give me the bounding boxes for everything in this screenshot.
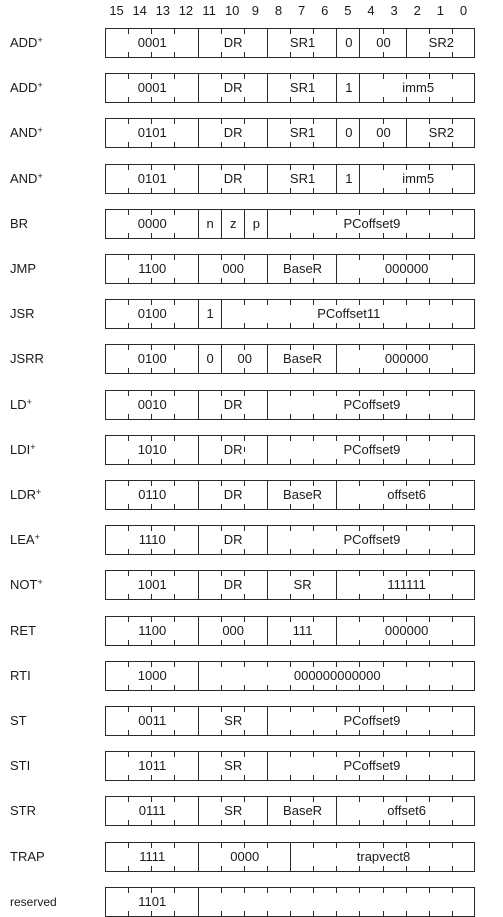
field-111111: 111111 <box>387 577 426 593</box>
field-1: 1 <box>345 80 353 96</box>
bit-number: 3 <box>390 3 398 18</box>
field-1110: 1110 <box>138 532 166 548</box>
instruction-row <box>105 616 475 646</box>
field-dr: DR <box>223 396 243 412</box>
field-baser: BaseR <box>283 351 323 367</box>
instruction-name: ADD <box>10 80 38 96</box>
field-000000000000: 000000000000 <box>293 667 381 683</box>
instruction-label <box>10 849 45 865</box>
field-111: 111 <box>292 622 313 638</box>
instruction-marker: + <box>37 125 43 136</box>
bit-number: 8 <box>274 3 283 18</box>
bit-number: 13 <box>155 3 171 18</box>
instruction-name: STR <box>10 803 36 819</box>
field-0101: 0101 <box>137 125 167 141</box>
field-dr: DR <box>223 532 243 548</box>
instruction-label <box>10 397 32 413</box>
field-offset6: offset6 <box>387 803 427 819</box>
instruction-label <box>10 80 43 96</box>
instruction-name: ST <box>10 713 27 728</box>
field-0100: 0100 <box>137 351 167 367</box>
field-n: n <box>206 215 214 231</box>
instruction-label <box>10 351 44 367</box>
instruction-label <box>10 216 28 232</box>
instruction-name: LEA <box>10 532 35 548</box>
instruction-row <box>105 887 475 917</box>
field-sr2: SR2 <box>428 35 454 50</box>
field-pcoffset9: PCoffset9 <box>343 215 401 231</box>
field-sr: SR <box>224 803 243 819</box>
field-dr: DR <box>223 577 243 593</box>
instruction-row <box>105 661 475 691</box>
field-0110: 0110 <box>138 487 167 502</box>
field-00: 00 <box>237 351 252 367</box>
instruction-row <box>105 164 475 194</box>
field-00: 00 <box>376 125 391 141</box>
instruction-row <box>105 570 475 600</box>
field-000000: 000000 <box>384 622 429 638</box>
field-baser: BaseR <box>283 487 323 502</box>
instruction-name: AND <box>10 125 38 141</box>
bit-number: 5 <box>344 3 352 18</box>
instruction-label <box>10 758 30 774</box>
field-0: 0 <box>206 351 214 367</box>
field-00: 00 <box>376 35 391 50</box>
instruction-label <box>10 803 36 819</box>
field-pcoffset9: PCoffset9 <box>343 532 401 548</box>
field-1: 1 <box>206 306 214 322</box>
field-sr1: SR1 <box>289 80 316 96</box>
field-dr: DR <box>223 487 243 502</box>
instruction-label <box>10 894 57 910</box>
field-1100: 1100 <box>138 622 167 638</box>
field-baser: BaseR <box>283 261 323 276</box>
field-z: z <box>229 215 237 231</box>
field-1101: 1101 <box>138 893 167 909</box>
field-baser: BaseR <box>283 803 323 819</box>
instruction-name: RET <box>10 622 36 638</box>
field-imm5: imm5 <box>402 170 435 186</box>
field-dr: DR <box>223 441 243 457</box>
instruction-name: RTI <box>10 667 31 683</box>
bit-number: 4 <box>367 3 375 18</box>
instruction-row <box>105 842 475 872</box>
instruction-label <box>10 487 41 503</box>
bit-number: 14 <box>132 3 147 18</box>
instruction-row <box>105 254 475 284</box>
instruction-row <box>105 28 475 58</box>
instruction-row <box>105 118 475 148</box>
field-pcoffset9: PCoffset9 <box>343 758 401 774</box>
instruction-row <box>105 390 475 420</box>
field-000000: 000000 <box>384 261 429 276</box>
instruction-name: ADD <box>10 35 38 50</box>
instruction-marker: + <box>37 170 43 181</box>
bit-number: 7 <box>297 3 306 18</box>
field-1100: 1100 <box>138 261 167 276</box>
field-dr: DR <box>223 35 243 50</box>
instruction-marker: + <box>37 80 43 91</box>
bit-number: 1 <box>436 3 444 18</box>
field-pcoffset11: PCoffset11 <box>317 306 381 322</box>
field-0: 0 <box>345 35 353 50</box>
field-sr: SR <box>224 758 243 774</box>
field-1000: 1000 <box>137 667 167 683</box>
field-000: 000 <box>222 622 245 638</box>
instruction-name: TRAP <box>10 848 45 864</box>
field-0101: 0101 <box>137 170 167 186</box>
instruction-label <box>10 713 27 729</box>
field-0001: 0001 <box>137 35 167 50</box>
instruction-label <box>10 668 31 684</box>
bit-number: 11 <box>202 3 216 18</box>
instruction-marker: + <box>34 532 40 543</box>
field-1011: 1011 <box>138 758 167 774</box>
field-dr: DR <box>223 125 243 141</box>
field-000000: 000000 <box>384 351 429 367</box>
instruction-marker: + <box>37 577 43 588</box>
instruction-label <box>10 577 43 593</box>
instruction-row <box>105 751 475 781</box>
field-p: p <box>252 215 260 231</box>
field-sr1: SR1 <box>289 170 316 186</box>
instruction-row <box>105 706 475 736</box>
instruction-marker: + <box>26 396 32 407</box>
field-dr: DR <box>223 170 243 186</box>
instruction-row <box>105 344 475 374</box>
instruction-label <box>10 532 40 548</box>
field-sr: SR <box>293 577 312 593</box>
field-1111: 1111 <box>139 848 166 864</box>
bit-number: 15 <box>109 3 124 18</box>
instruction-marker: + <box>30 441 36 452</box>
field-0100: 0100 <box>137 306 167 322</box>
field-000: 000 <box>222 261 245 276</box>
stray-mark <box>244 447 245 452</box>
bit-number: 12 <box>178 3 194 18</box>
field-0011: 0011 <box>138 713 167 728</box>
field-pcoffset9: PCoffset9 <box>343 396 401 412</box>
instruction-name: JSRR <box>10 351 44 367</box>
instruction-name: LDI <box>10 441 31 457</box>
field-1001: 1001 <box>137 577 167 593</box>
instruction-label <box>10 442 36 458</box>
instruction-row <box>105 299 475 329</box>
field-0: 0 <box>345 125 353 141</box>
bit-number: 0 <box>459 3 468 18</box>
field-0010: 0010 <box>137 396 167 412</box>
instruction-row <box>105 796 475 826</box>
instruction-name: STI <box>10 758 31 774</box>
field-0000: 0000 <box>137 215 167 231</box>
instruction-name: LD <box>10 396 27 412</box>
instruction-row <box>105 435 475 465</box>
instruction-label <box>10 306 35 322</box>
field-1: 1 <box>345 170 353 186</box>
instruction-name: BR <box>10 215 29 231</box>
instruction-label <box>10 125 43 141</box>
instruction-name: JMP <box>10 261 36 276</box>
field-sr: SR <box>224 713 243 728</box>
instruction-name: JSR <box>10 306 35 322</box>
field-sr1: SR1 <box>289 125 316 141</box>
instruction-name: AND <box>10 170 38 186</box>
instruction-row <box>105 525 475 555</box>
field-offset6: offset6 <box>387 487 427 502</box>
field-trapvect8: trapvect8 <box>356 848 411 864</box>
field-pcoffset9: PCoffset9 <box>343 441 401 457</box>
field-0000: 0000 <box>230 848 260 864</box>
bit-number: 9 <box>251 3 259 18</box>
instruction-name: LDR <box>10 487 37 502</box>
field-dr: DR <box>223 80 243 96</box>
field-imm5: imm5 <box>402 80 435 96</box>
bit-number: 2 <box>413 3 421 18</box>
field-0001: 0001 <box>137 80 167 96</box>
instruction-label <box>10 171 43 187</box>
instruction-name: reserved <box>10 894 57 909</box>
instruction-row <box>105 73 475 103</box>
instruction-row <box>105 480 475 510</box>
instruction-label <box>10 261 36 277</box>
field-sr2: SR2 <box>428 125 454 141</box>
instruction-row <box>105 209 475 239</box>
bit-number: 6 <box>321 3 329 18</box>
field-0111: 0111 <box>138 803 166 819</box>
field-empty <box>199 888 477 916</box>
field-sr1: SR1 <box>289 35 316 50</box>
bit-number: 10 <box>224 3 240 18</box>
instruction-label <box>10 35 43 51</box>
instruction-marker: + <box>36 487 42 497</box>
field-1010: 1010 <box>137 441 167 457</box>
field-pcoffset9: PCoffset9 <box>343 713 401 728</box>
instruction-label <box>10 623 36 639</box>
instruction-marker: + <box>37 35 43 45</box>
instruction-name: NOT <box>10 577 38 593</box>
